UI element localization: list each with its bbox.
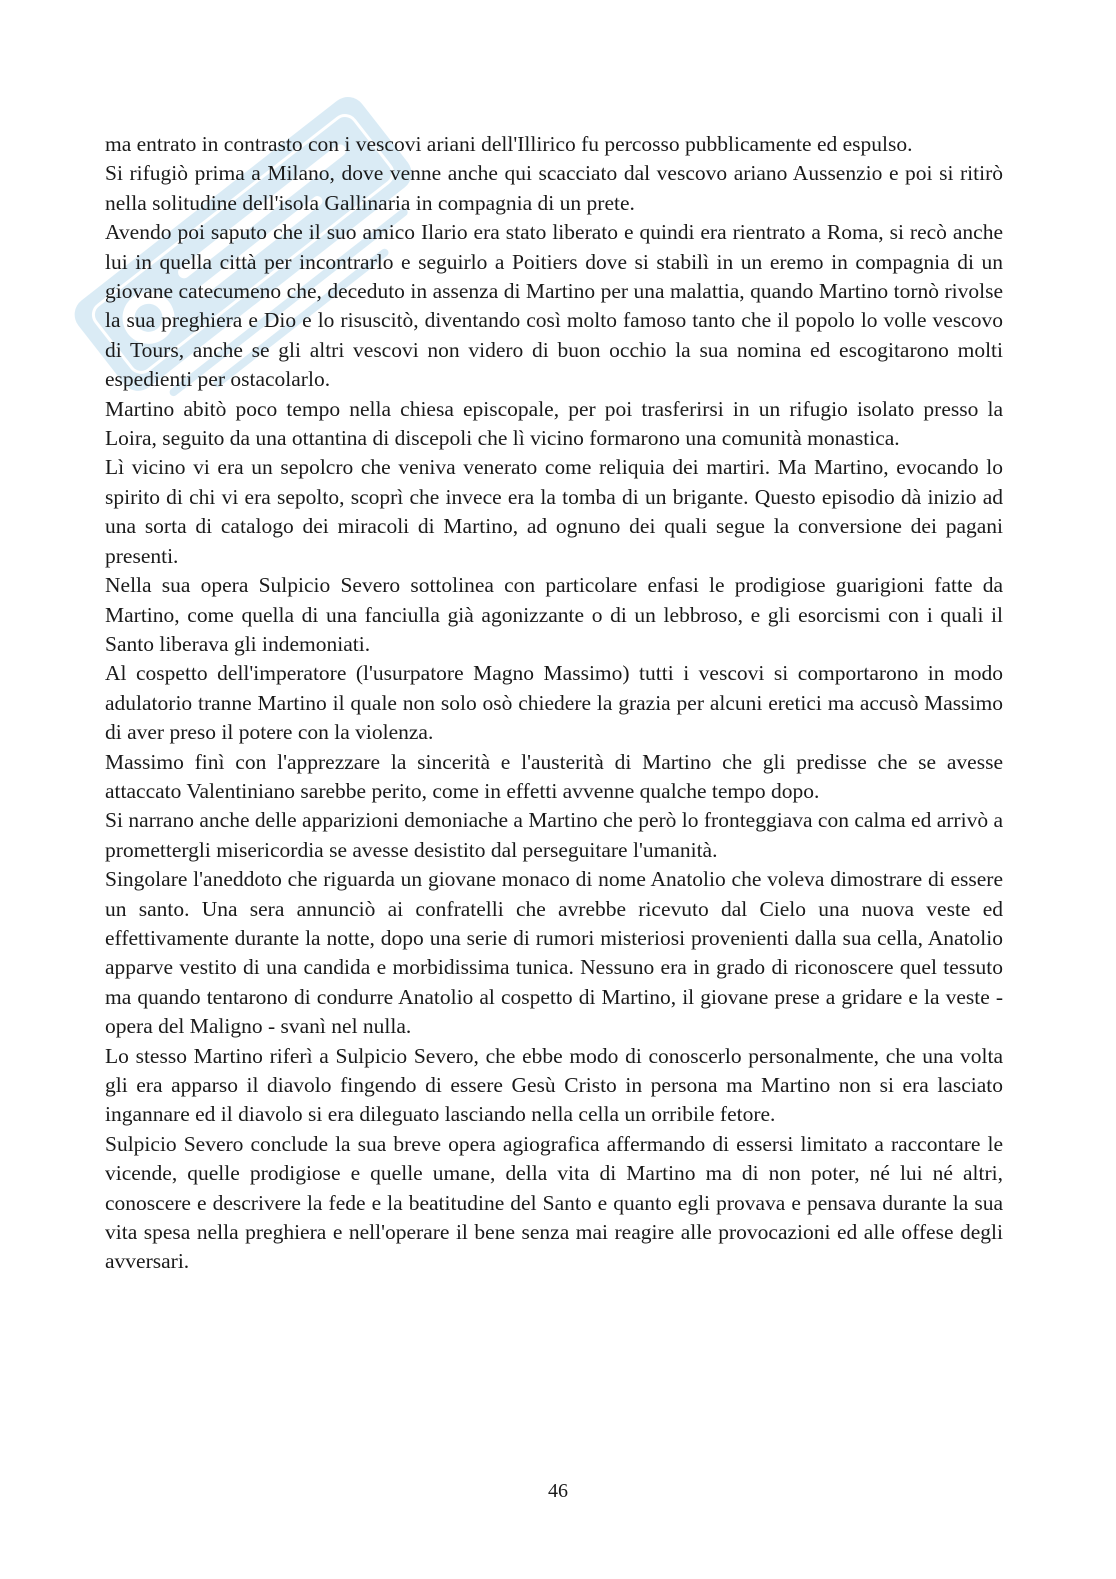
body-text bbox=[105, 130, 1003, 1277]
paragraph: Singolare l'aneddoto che riguarda un giovane monaco di nome Anatolio che voleva dimostrare di essere un santo. Una sera annunciò ai confratelli che avrebbe ricevuto dal Cielo una nuova veste ed effettivamente durante la notte, dopo una serie di rumori misteriosi provenienti dalla sua cella, Anatolio apparve vestito di una candida e morbidissima tunica. Nessuno era in grado di riconoscere quel tessuto ma quando tentarono di condurre Anatolio al cospetto di Martino, il giovane prese a gridare e la veste - opera del Maligno - svanì nel nulla. bbox=[105, 867, 1003, 1039]
page-number: 46 bbox=[548, 1480, 568, 1502]
paragraph: Si narrano anche delle apparizioni demoniache a Martino che però lo fronteggiava con calma ed arrivò a promettergli misericordia se avesse desistito dal perseguitare l'umanità. bbox=[105, 808, 1003, 862]
paragraph: Nella sua opera Sulpicio Severo sottolinea con particolare enfasi le prodigiose guarigioni fatte da Martino, come quella di una fanciulla già agonizzante o di un lebbroso, e gli esorcismi con i quali il Santo liberava gli indemoniati. bbox=[105, 573, 1003, 656]
paragraph: Sulpicio Severo conclude la sua breve opera agiografica affermando di essersi limitato a raccontare le vicende, quelle prodigiose e quelle umane, della vita di Martino ma di non poter, né lui né altri, conoscere e descrivere la fede e la beatitudine del Santo e quanto egli provava e pensava durante la sua vita spesa nella preghiera e nell'operare il bene senza mai reagire alle provocazioni ed alle offese degli avversari. bbox=[105, 1131, 1003, 1274]
paragraph: Massimo finì con l'apprezzare la sincerità e l'austerità di Martino che gli predisse che se avesse attaccato Valentiniano sarebbe perito, come in effetti avvenne qualche tempo dopo. bbox=[105, 749, 1003, 803]
paragraph: Martino abitò poco tempo nella chiesa episcopale, per poi trasferirsi in un rifugio isolato presso la Loira, seguito da una ottantina di discepoli che lì vicino formarono una comunità monastica. bbox=[105, 396, 1003, 451]
paragraph: Al cospetto dell'imperatore (l'usurpatore Magno Massimo) tutti i vescovi si comportarono in modo adulatorio tranne Martino il quale non solo osò chiedere la grazia per alcuni eretici ma accusò Massimo di aver preso il potere con la violenza. bbox=[105, 661, 1003, 745]
paragraph: Avendo poi saputo che il suo amico Ilario era stato liberato e quindi era rientrato a Roma, si recò anche lui in quella città per incontrarlo e seguirlo a Poitiers dove si stabilì in un eremo in compagnia di un giovane catecumeno che, deceduto in assenza di Martino per una malattia, quando Martino tornò rivolse la sua preghiera e Dio e lo risuscitò, diventando così molto famoso tanto che il popolo lo volle vescovo di Tours, anche se gli altri vescovi non videro di buon occhio la sua nomina ed escogitarono molti espedienti per ostacolarlo. bbox=[105, 220, 1003, 392]
paragraph: Lo stesso Martino riferì a Sulpicio Severo, che ebbe modo di conoscerlo personalmente, che una volta gli era apparso il diavolo fingendo di essere Gesù Cristo in persona ma Martino non si era lasciato ingannare ed il diavolo si era dileguato lasciando nella cella un orribile fetore. bbox=[105, 1043, 1003, 1127]
paragraph: Lì vicino vi era un sepolcro che veniva venerato come reliquia dei martiri. Ma Martino, evocando lo spirito di chi vi era sepolto, scoprì che invece era la tomba di un brigante. Questo episodio dà inizio ad una sorta di catalogo dei miracoli di Martino, ad ognuno dei quali segue la conversione dei pagani presenti. bbox=[105, 455, 1003, 568]
paragraph: ma entrato in contrasto con i vescovi ariani dell'Illirico fu percosso pubblicamente ed espulso. bbox=[105, 132, 913, 156]
paragraph: Si rifugiò prima a Milano, dove venne anche qui scacciato dal vescovo ariano Aussenzio e poi si ritirò nella solitudine dell'isola Gallinaria in compagnia di un prete. bbox=[105, 161, 1003, 215]
